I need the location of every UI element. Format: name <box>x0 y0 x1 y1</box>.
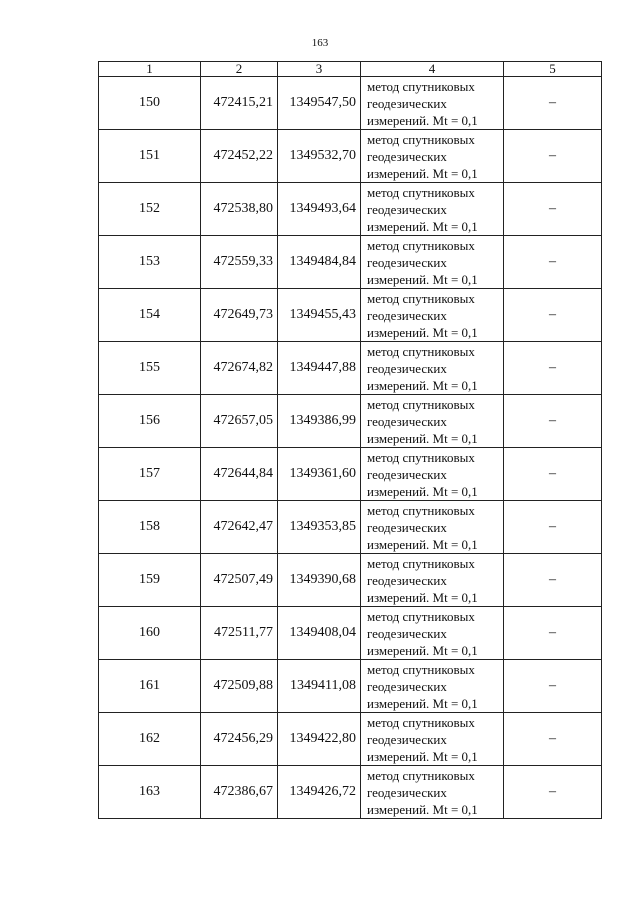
table-row <box>99 660 602 713</box>
note-cell: – <box>504 660 602 713</box>
method-line: измерений. Mt = 0,1 <box>367 112 478 128</box>
method-line: геодезических <box>367 413 447 429</box>
y-coordinate-cell: 1349386,99 <box>278 395 361 448</box>
x-coordinate-cell: 472509,88 <box>201 660 278 713</box>
y-coordinate-cell: 1349493,64 <box>278 183 361 236</box>
method-line: измерений. Mt = 0,1 <box>367 271 478 287</box>
table-row <box>99 395 602 448</box>
note-cell: – <box>504 236 602 289</box>
table-row <box>99 554 602 607</box>
note-cell: – <box>504 289 602 342</box>
method-line: метод спутниковых <box>367 237 475 253</box>
method-cell <box>361 766 504 819</box>
note-cell: – <box>504 395 602 448</box>
method-line: метод спутниковых <box>367 608 475 624</box>
y-coordinate-cell: 1349411,08 <box>278 660 361 713</box>
note-cell: – <box>504 448 602 501</box>
x-coordinate-cell: 472456,29 <box>201 713 278 766</box>
table-header <box>99 62 602 77</box>
table-row <box>99 342 602 395</box>
method-cell <box>361 713 504 766</box>
method-line: метод спутниковых <box>367 290 475 306</box>
point-number-cell: 153 <box>99 236 201 289</box>
point-number-cell: 162 <box>99 713 201 766</box>
y-coordinate-cell: 1349390,68 <box>278 554 361 607</box>
method-line: геодезических <box>367 95 447 111</box>
note-cell: – <box>504 501 602 554</box>
point-number-cell: 152 <box>99 183 201 236</box>
point-number-cell: 151 <box>99 130 201 183</box>
x-coordinate-cell: 472674,82 <box>201 342 278 395</box>
method-line: измерений. Mt = 0,1 <box>367 430 478 446</box>
table-row <box>99 501 602 554</box>
method-line: геодезических <box>367 731 447 747</box>
note-cell: – <box>504 554 602 607</box>
method-cell <box>361 395 504 448</box>
point-number-cell: 156 <box>99 395 201 448</box>
x-coordinate-cell: 472452,22 <box>201 130 278 183</box>
point-number-cell: 154 <box>99 289 201 342</box>
method-line: измерений. Mt = 0,1 <box>367 748 478 764</box>
method-line: измерений. Mt = 0,1 <box>367 377 478 393</box>
method-line: геодезических <box>367 201 447 217</box>
method-line: геодезических <box>367 519 447 535</box>
table-row <box>99 448 602 501</box>
table-row <box>99 130 602 183</box>
method-line: геодезических <box>367 307 447 323</box>
method-line: метод спутниковых <box>367 184 475 200</box>
method-line: геодезических <box>367 148 447 164</box>
note-cell: – <box>504 183 602 236</box>
method-line: метод спутниковых <box>367 661 475 677</box>
method-line: измерений. Mt = 0,1 <box>367 536 478 552</box>
method-line: метод спутниковых <box>367 502 475 518</box>
method-cell <box>361 448 504 501</box>
note-cell: – <box>504 77 602 130</box>
method-line: метод спутниковых <box>367 131 475 147</box>
point-number-cell: 161 <box>99 660 201 713</box>
method-line: метод спутниковых <box>367 449 475 465</box>
method-cell <box>361 77 504 130</box>
method-line: измерений. Mt = 0,1 <box>367 218 478 234</box>
method-line: метод спутниковых <box>367 714 475 730</box>
table-row <box>99 77 602 130</box>
column-header-4: 4 <box>361 62 504 77</box>
table-row <box>99 766 602 819</box>
y-coordinate-cell: 1349447,88 <box>278 342 361 395</box>
method-line: измерений. Mt = 0,1 <box>367 483 478 499</box>
x-coordinate-cell: 472657,05 <box>201 395 278 448</box>
method-line: измерений. Mt = 0,1 <box>367 695 478 711</box>
y-coordinate-cell: 1349484,84 <box>278 236 361 289</box>
point-number-cell: 160 <box>99 607 201 660</box>
x-coordinate-cell: 472649,73 <box>201 289 278 342</box>
column-header-5: 5 <box>504 62 602 77</box>
method-line: геодезических <box>367 360 447 376</box>
method-cell <box>361 342 504 395</box>
x-coordinate-cell: 472507,49 <box>201 554 278 607</box>
x-coordinate-cell: 472644,84 <box>201 448 278 501</box>
x-coordinate-cell: 472386,67 <box>201 766 278 819</box>
note-cell: – <box>504 713 602 766</box>
page-number: 163 <box>311 37 329 49</box>
point-number-cell: 159 <box>99 554 201 607</box>
method-line: метод спутниковых <box>367 78 475 94</box>
note-cell: – <box>504 130 602 183</box>
x-coordinate-cell: 472511,77 <box>201 607 278 660</box>
y-coordinate-cell: 1349532,70 <box>278 130 361 183</box>
y-coordinate-cell: 1349361,60 <box>278 448 361 501</box>
point-number-cell: 158 <box>99 501 201 554</box>
method-line: геодезических <box>367 254 447 270</box>
method-line: геодезических <box>367 784 447 800</box>
point-number-cell: 155 <box>99 342 201 395</box>
y-coordinate-cell: 1349455,43 <box>278 289 361 342</box>
method-cell <box>361 289 504 342</box>
table-row <box>99 236 602 289</box>
method-line: метод спутниковых <box>367 555 475 571</box>
method-line: геодезических <box>367 572 447 588</box>
method-line: измерений. Mt = 0,1 <box>367 642 478 658</box>
header-row <box>99 62 602 77</box>
method-cell <box>361 501 504 554</box>
y-coordinate-cell: 1349353,85 <box>278 501 361 554</box>
x-coordinate-cell: 472642,47 <box>201 501 278 554</box>
column-header-2: 2 <box>201 62 278 77</box>
table-row <box>99 289 602 342</box>
y-coordinate-cell: 1349547,50 <box>278 77 361 130</box>
note-cell: – <box>504 607 602 660</box>
method-line: геодезических <box>367 678 447 694</box>
y-coordinate-cell: 1349422,80 <box>278 713 361 766</box>
method-cell <box>361 183 504 236</box>
table-body <box>99 77 602 819</box>
method-line: измерений. Mt = 0,1 <box>367 324 478 340</box>
method-cell <box>361 554 504 607</box>
coordinates-table <box>98 61 602 819</box>
method-cell <box>361 660 504 713</box>
point-number-cell: 157 <box>99 448 201 501</box>
table-row <box>99 713 602 766</box>
method-cell <box>361 130 504 183</box>
column-header-3: 3 <box>278 62 361 77</box>
method-line: измерений. Mt = 0,1 <box>367 589 478 605</box>
method-cell <box>361 607 504 660</box>
method-line: измерений. Mt = 0,1 <box>367 801 478 817</box>
method-line: метод спутниковых <box>367 343 475 359</box>
table-row <box>99 607 602 660</box>
y-coordinate-cell: 1349408,04 <box>278 607 361 660</box>
method-line: измерений. Mt = 0,1 <box>367 165 478 181</box>
point-number-cell: 163 <box>99 766 201 819</box>
x-coordinate-cell: 472559,33 <box>201 236 278 289</box>
method-line: геодезических <box>367 466 447 482</box>
method-line: геодезических <box>367 625 447 641</box>
method-line: метод спутниковых <box>367 396 475 412</box>
note-cell: – <box>504 766 602 819</box>
column-header-1: 1 <box>99 62 201 77</box>
note-cell: – <box>504 342 602 395</box>
x-coordinate-cell: 472415,21 <box>201 77 278 130</box>
table-row <box>99 183 602 236</box>
method-cell <box>361 236 504 289</box>
y-coordinate-cell: 1349426,72 <box>278 766 361 819</box>
point-number-cell: 150 <box>99 77 201 130</box>
method-line: метод спутниковых <box>367 767 475 783</box>
x-coordinate-cell: 472538,80 <box>201 183 278 236</box>
